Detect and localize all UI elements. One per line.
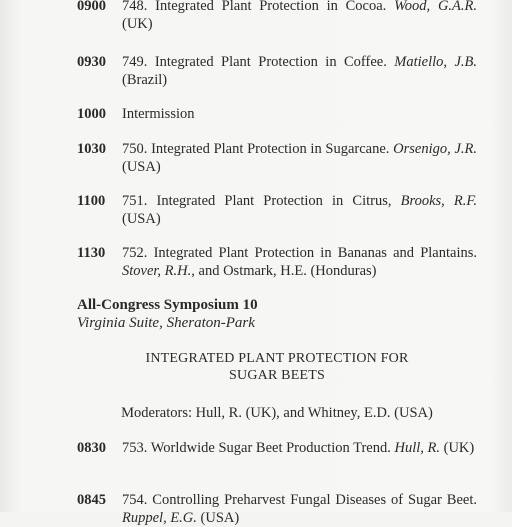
entry-number: 749. (122, 54, 148, 70)
entry-body (122, 491, 477, 527)
entry-body (122, 140, 477, 176)
entry-body (122, 192, 477, 228)
entry-country: (UK) (443, 440, 475, 456)
entry-number: 752. (122, 245, 148, 261)
entry-number: 753. (122, 440, 148, 456)
entry-country: (Brazil) (122, 72, 168, 88)
entry-title: Integrated Plant Protection in Sugarcane. (151, 141, 390, 157)
entry-body (122, 53, 477, 89)
entry-time: 1100 (77, 193, 106, 209)
entry-title: Controlling Preharvest Fungal Diseases of Sugar Beet. (152, 492, 477, 508)
entry-time: 1030 (77, 141, 106, 157)
entry-time: 0930 (77, 54, 106, 70)
entry-title: Integrated Plant Protection in Cocoa. (155, 0, 387, 14)
program-entry-752 (77, 244, 477, 280)
program-entry-754 (77, 491, 477, 527)
entry-title: Integrated Plant Protection in Bananas and Plantains. (153, 245, 477, 261)
entry-time: 0900 (77, 0, 106, 14)
program-entry-753 (77, 439, 477, 457)
program-entry-748 (77, 0, 477, 33)
entry-body (122, 244, 477, 280)
entry-time: 1000 (77, 106, 106, 122)
entry-time: 0830 (77, 440, 106, 456)
entry-authors: Stover, R.H., (122, 263, 195, 279)
entry-body (122, 0, 477, 33)
entry-country: (USA) (122, 211, 161, 227)
symposium-title: All-Congress Symposium 10 (77, 297, 258, 313)
entry-number: 751. (122, 193, 148, 209)
session-title-line1: INTEGRATED PLANT PROTECTION FOR (145, 351, 409, 366)
entry-number: 750. (122, 141, 148, 157)
entry-title: Integrated Plant Protection in Citrus, (156, 193, 392, 209)
entry-authors: Ruppel, E.G. (122, 510, 197, 526)
entry-country: (USA) (122, 159, 161, 175)
session-moderators: Moderators: Hull, R. (UK), and Whitney, E.D. (USA) (121, 405, 433, 421)
session-title-line2: SUGAR BEETS (229, 368, 325, 383)
entry-authors: Orsenigo, J.R. (393, 141, 478, 157)
program-entry-750 (77, 140, 477, 176)
entry-title: Integrated Plant Protection in Coffee. (154, 54, 387, 70)
session-title (77, 350, 477, 384)
program-entry-749 (77, 53, 477, 89)
entry-time: 1130 (77, 245, 106, 261)
entry-authors: Wood, G.A.R. (394, 0, 478, 14)
entry-coauthors: and Ostmark, H.E. (Honduras) (198, 263, 377, 279)
entry-time: 0845 (77, 492, 106, 508)
entry-body (122, 105, 477, 123)
entry-number: 754. (122, 492, 148, 508)
entry-body (122, 439, 477, 457)
entry-title: Worldwide Sugar Beet Production Trend. (150, 440, 391, 456)
entry-number: 748. (122, 0, 148, 14)
entry-authors: Hull, R. (394, 440, 440, 456)
symposium-location: Virginia Suite, Sheraton-Park (77, 315, 255, 331)
entry-authors: Brooks, R.F. (400, 193, 478, 209)
program-entry-751 (77, 192, 477, 228)
entry-authors: Matiello, J.B. (394, 54, 477, 70)
entry-country: (UK) (122, 16, 153, 32)
entry-title: Intermission (122, 106, 195, 122)
program-entry-intermission (77, 105, 477, 123)
entry-country: (USA) (200, 510, 240, 526)
